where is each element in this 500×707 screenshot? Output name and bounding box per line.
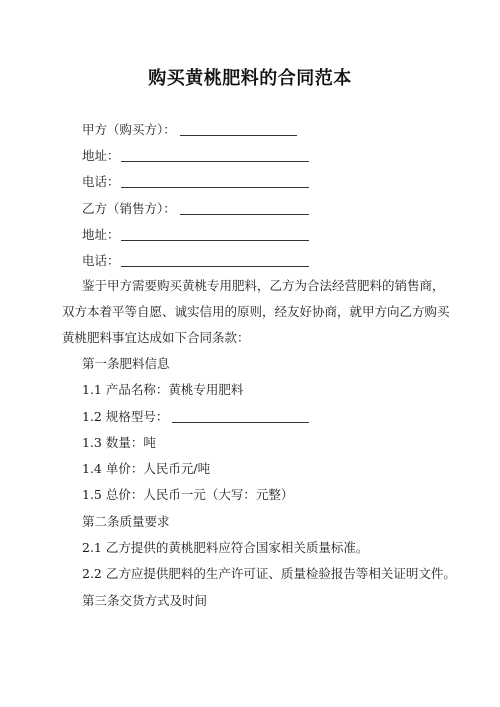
party-a-address-blank (121, 161, 309, 162)
document-title: 购买黄桃肥料的合同范本 (148, 68, 352, 89)
article1-item-4: 1.4 单价：人民币元/吨 (82, 461, 211, 476)
article2-item-1: 2.1 乙方提供的黄桃肥料应符合国家相关质量标准。 (82, 540, 369, 555)
article1-item-5: 1.5 总价：人民币一元（大写：元整） (82, 487, 294, 502)
party-b-phone-blank (121, 266, 309, 267)
article2-item-2: 2.2 乙方应提供肥料的生产许可证、质量检验报告等相关证明文件。 (82, 566, 456, 581)
party-a-phone-label: 电话： (82, 174, 120, 189)
article2-heading: 第二条质量要求 (82, 514, 170, 529)
article1-item-3: 1.3 数量：吨 (82, 435, 156, 450)
party-a-label: 甲方（购买方）： (82, 122, 176, 137)
party-b-address-label: 地址： (82, 227, 120, 242)
article1-item-2: 1.2 规格型号： (82, 409, 169, 424)
party-a-address-label: 地址： (82, 148, 120, 163)
article3-heading: 第三条交货方式及时间 (82, 593, 208, 608)
party-b-phone-label: 电话： (82, 253, 120, 268)
party-a-phone-blank (121, 187, 309, 188)
spec-model-blank (172, 422, 309, 423)
article1-item-1: 1.1 产品名称：黄桃专用肥料 (82, 382, 244, 397)
intro-paragraph: 鉴于甲方需要购买黄桃专用肥料，乙方为合法经营肥料的销售商，双方本着平等自愿、诚实信用的原则，经友好协商，就甲方向乙方购买黄桃肥料事宜达成如下合同条款： (62, 278, 450, 345)
party-a-blank (180, 135, 297, 136)
article1-heading: 第一条肥料信息 (82, 356, 170, 371)
party-b-blank (180, 214, 309, 215)
party-b-address-blank (121, 240, 309, 241)
party-b-label: 乙方（销售方）： (82, 201, 176, 216)
